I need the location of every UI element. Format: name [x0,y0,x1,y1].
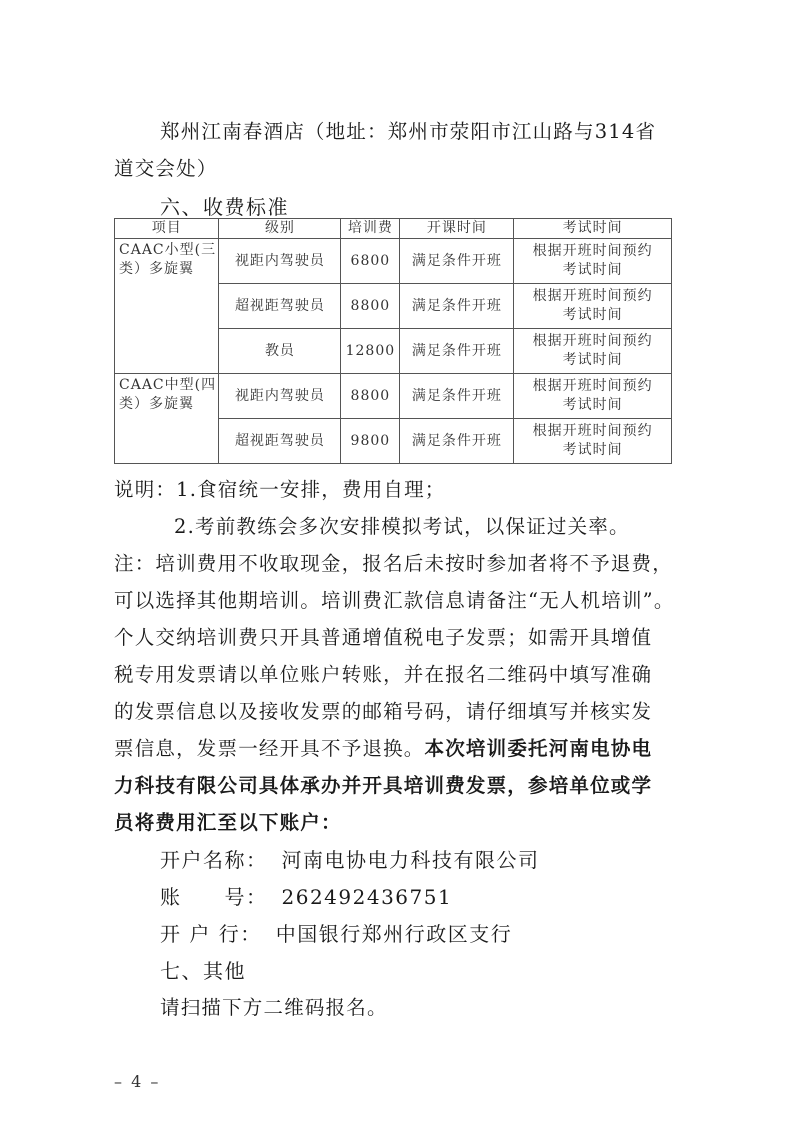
item-line: 类）多旋翼 [119,261,194,277]
level-cell: 教员 [219,329,341,374]
start-cell: 满足条件开班 [400,419,514,464]
level-cell: 视距内驾驶员 [219,374,341,419]
exam-cell [514,329,672,374]
section-7-heading: 七、其他 [160,959,246,983]
item-line: CAAC小型(三 [119,242,217,258]
table-row [115,239,672,284]
fee-table [114,218,672,464]
start-cell: 满足条件开班 [400,239,514,284]
exam-line: 考试时间 [562,397,623,413]
remark-line-6 [114,733,652,761]
remark-line-2: 可以选择其他期培训。培训费汇款信息请备注“无人机培训”。 [114,589,675,612]
level-cell: 超视距驾驶员 [219,284,341,329]
start-cell: 满足条件开班 [400,329,514,374]
fee-cell: 6800 [341,239,400,284]
item-line: CAAC中型(四 [119,377,217,393]
exam-cell [514,419,672,464]
remark-line-8: 员将费用汇至以下账户： [114,811,342,834]
notes-line-2: 2.考前教练会多次安排模拟考试，以保证过关率。 [174,515,630,538]
fee-cell: 8800 [341,284,400,329]
account-number-value: 262492436751 [281,885,453,909]
account-bank-label: 开 户 行： [160,922,262,946]
exam-line: 根据开班时间预约 [532,423,653,439]
exam-cell [514,374,672,419]
account-bank-value: 中国银行郑州行政区支行 [275,922,513,946]
exam-line: 考试时间 [562,442,623,458]
fee-cell: 9800 [341,419,400,464]
header-item: 项目 [115,219,219,239]
page-number: – 4 – [114,1072,161,1091]
header-level: 级别 [219,219,341,239]
section-6-heading: 六、收费标准 [160,195,289,219]
remark-line-1: 注：培训费用不收取现金，报名后未按时参加者将不予退费， [114,552,673,575]
venue-line-2: 道交会处） [114,157,218,180]
remark-line-4: 税专用发票请以单位账户转账，并在报名二维码中填写准确 [114,663,653,686]
notes-line-1: 说明：1.食宿统一安排，费用自理； [114,478,446,501]
exam-line: 根据开班时间预约 [532,243,653,259]
header-fee: 培训费 [341,219,400,239]
exam-line: 根据开班时间预约 [532,333,653,349]
exam-line: 根据开班时间预约 [532,378,653,394]
exam-line: 考试时间 [562,352,623,368]
fee-cell: 8800 [341,374,400,419]
header-start-time: 开课时间 [400,219,514,239]
account-name-label: 开户名称： [160,848,268,872]
item-cell-medium [115,374,219,464]
account-number-label: 账 号： [160,885,268,909]
exam-line: 考试时间 [562,307,623,323]
venue-line-1: 郑州江南春酒店（地址：郑州市荥阳市江山路与314省 [160,120,657,143]
level-cell: 超视距驾驶员 [219,419,341,464]
exam-line: 根据开班时间预约 [532,288,653,304]
account-number-row [160,881,452,910]
section-7-text: 请扫描下方二维码报名。 [160,996,388,1019]
header-exam-time: 考试时间 [514,219,672,239]
item-cell-small [115,239,219,374]
remark-bold-text: 本次培训委托河南电协电 [424,737,653,760]
exam-line: 考试时间 [562,262,623,278]
exam-cell [514,239,672,284]
fee-table-header-row [115,219,672,239]
account-bank-row [160,918,512,947]
account-name-value: 河南电协电力科技有限公司 [281,848,540,872]
remark-line-3: 个人交纳培训费只开具普通增值税电子发票；如需开具增值 [114,626,653,649]
start-cell: 满足条件开班 [400,284,514,329]
item-line: 类）多旋翼 [119,396,194,412]
level-cell: 视距内驾驶员 [219,239,341,284]
table-row [115,374,672,419]
remark-line-5: 的发票信息以及接收发票的邮箱号码，请仔细填写并核实发 [114,700,653,723]
remark-line-7: 力科技有限公司具体承办并开具培训费发票，参培单位或学 [114,774,653,797]
account-name-row [160,844,540,873]
remark-normal-text: 票信息，发票一经开具不予退换。 [114,737,425,760]
exam-cell [514,284,672,329]
start-cell: 满足条件开班 [400,374,514,419]
fee-cell: 12800 [341,329,400,374]
